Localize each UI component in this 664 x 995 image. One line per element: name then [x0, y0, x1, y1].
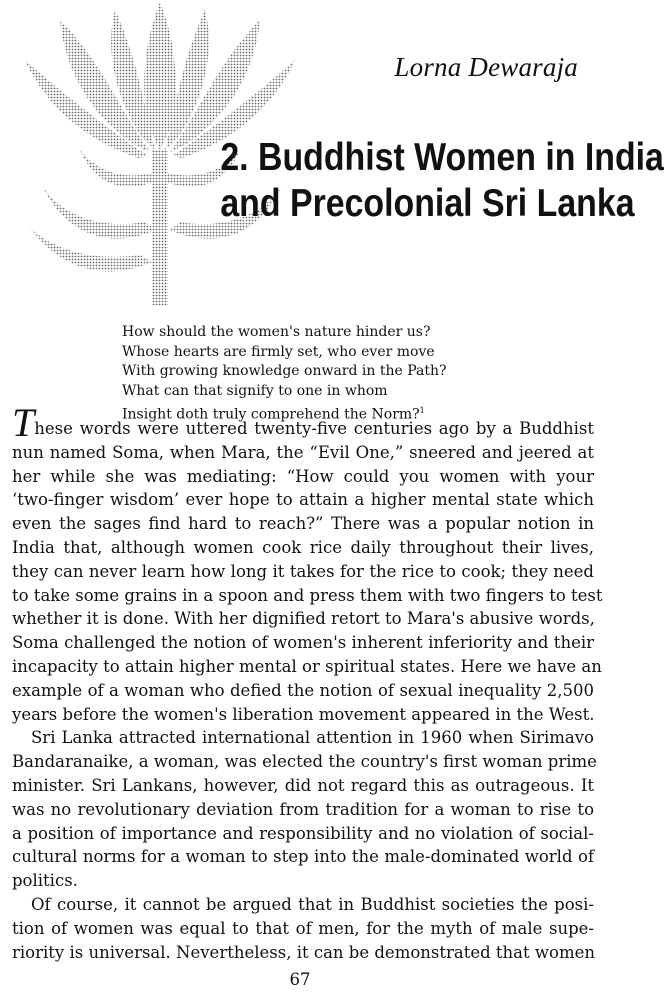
- body-line: her while she was mediating: “How could you women with your: [12, 466, 594, 486]
- body-line: even the sages find hard to reach?” There was a popular notion in: [12, 514, 594, 534]
- body-line: example of a woman who defied the notion of sexual inequality 2,500: [12, 680, 594, 700]
- epigraph-line: Insight doth truly comprehend the Norm?$^1$: [122, 406, 425, 423]
- footnote-mark: 1: [419, 406, 425, 415]
- body-line: tion of women was equal to that of men, for the myth of male supe-: [12, 918, 594, 938]
- epigraph-line: What can that signify to one in whom: [122, 382, 388, 399]
- page-number: 67: [289, 970, 311, 989]
- body-line: These words were uttered twenty-five centuries ago by a Buddhist: [12, 400, 594, 445]
- body-line: ‘two-finger wisdom’ ever hope to attain a higher mental state which: [12, 490, 594, 510]
- body-line: incapacity to attain higher mental or spiritual states. Here we have an: [12, 656, 602, 676]
- body-line: politics.: [12, 871, 78, 891]
- body-line: whether it is done. With her dignified retort to Mara's abusive words,: [12, 609, 595, 629]
- author-name: Lorna Dewaraja: [394, 52, 578, 82]
- chapter-title: [220, 135, 664, 227]
- chapter-title-line-2: and Precolonial Sri Lanka: [220, 182, 635, 225]
- epigraph-line: How should the women's nature hinder us?: [122, 324, 431, 340]
- body-line: a position of importance and responsibility and no violation of social-: [12, 823, 594, 843]
- body-line: to take some grains in a spoon and press them with two fingers to test: [12, 585, 603, 605]
- body-line: cultural norms for a woman to step into the male-dominated world of: [12, 847, 594, 867]
- body-text: [12, 400, 603, 964]
- chapter-title-line-1: 2. Buddhist Women in India: [220, 136, 664, 179]
- epigraph-line: With growing knowledge onward in the Path?: [122, 363, 447, 379]
- body-line: minister. Sri Lankans, however, did not regard this as outrageous. It: [12, 775, 594, 795]
- body-line: they can never learn how long it takes for the rice to cook; they need: [12, 561, 594, 581]
- epigraph-line: Whose hearts are firmly set, who ever move: [122, 343, 435, 360]
- body-line: Soma challenged the notion of women's inherent inferiority and their: [12, 633, 594, 653]
- epigraph: [122, 323, 447, 425]
- body-line: nun named Soma, when Mara, the “Evil One,” sneered and jeered at: [12, 442, 594, 462]
- body-line: Bandaranaike, a woman, was elected the country's first woman prime: [12, 752, 597, 772]
- body-line: India that, although women cook rice daily throughout their lives,: [12, 537, 594, 557]
- body-line: Sri Lanka attracted international attention in 1960 when Sirimavo: [31, 728, 594, 748]
- body-line: was no revolutionary deviation from tradition for a woman to rise to: [12, 799, 594, 819]
- body-line: years before the women's liberation movement appeared in the West.: [12, 704, 595, 724]
- drop-cap: T: [12, 400, 35, 445]
- body-line: Of course, it cannot be argued that in Buddhist societies the posi-: [31, 894, 594, 914]
- body-line: riority is universal. Nevertheless, it can be demonstrated that women: [12, 942, 595, 962]
